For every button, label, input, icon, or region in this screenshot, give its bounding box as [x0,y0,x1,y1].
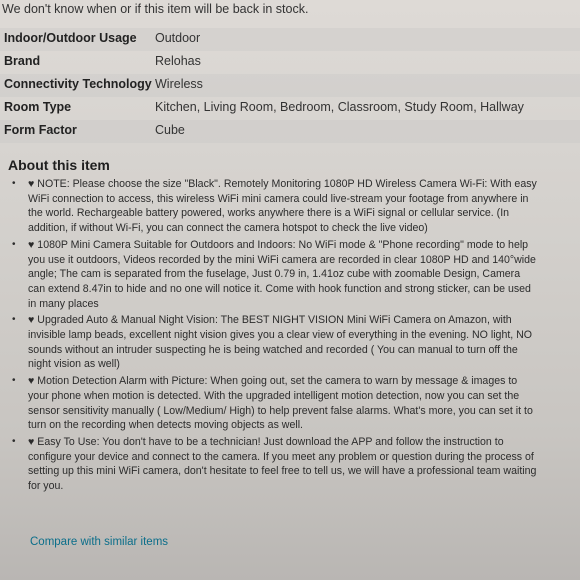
spec-key: Indoor/Outdoor Usage [4,31,137,45]
spec-value: Cube [155,123,185,137]
about-bullet [10,313,540,372]
stock-status-note: We don't know when or if this item will be back in stock. [2,2,309,16]
bullet-dot-icon: • [12,314,16,326]
spec-value: Relohas [155,54,201,68]
about-section-title: About this item [8,157,110,173]
bullet-text: 1080P Mini Camera Suitable for Outdoors and Indoors: No WiFi mode & "Phone recording" mode to help you use it outdoors, Videos recorded by the mini WiFi camera are recorded in clear 1080P HD and 140°wide angle; The cam is separated from the fuselage, Just 0.79 in, 1.41oz cube with zoomable Design, Camera can extend 8.47in to hide and no one will notice it. Come with hook function and strong sticker, can be used in many places [28,238,536,310]
bullet-dot-icon: • [12,238,16,250]
spec-value: Outdoor [155,31,201,45]
about-bullet [10,374,540,433]
heart-icon: ♥ [28,435,35,448]
spec-key: Brand [4,54,41,68]
spec-key: Room Type [4,100,72,114]
spec-value: Wireless [155,77,203,91]
bullet-dot-icon: • [12,178,16,189]
bullet-text: Motion Detection Alarm with Picture: When going out, set the camera to warn by message & images to your phone when motion is detected. With the upgraded intelligent motion detection, now you can set the sensor sensitivity manually ( Low/Medium/ High) to help prevent false alarms. What's more, you can set it to turn on the recording when detects moving objects as well. [28,375,533,432]
bullet-text: Easy To Use: You don't have to be a technician! Just download the APP and follow the instruction to configure your device and connect to the camera. If you meet any problem or question during the process of setting up this mini WiFi camera, don't hesitate to feel free to tell us, we will have a professional team waiting for you. [28,435,537,493]
bullet-text: Upgraded Auto & Manual Night Vision: The BEST NIGHT VISION Mini WiFi Camera on Amazon, with invisible lamp beads, excellent night vision gives you a clear view of everything in the evening. NO light, NO sounds without an intruder suspecting he is being watched and recorded ( You can manual to turn off the night vision as well) [28,314,533,371]
heart-icon: ♥ [28,238,35,251]
spec-key: Connectivity Technology [4,77,152,91]
spec-row-form-factor [0,120,580,143]
about-bullet-list [10,177,540,496]
spec-row-room-type [0,97,580,120]
product-specs-table [0,28,580,143]
heart-icon: ♥ [28,178,35,190]
bullet-dot-icon: • [12,435,16,447]
bullet-dot-icon: • [12,375,16,387]
heart-icon: ♥ [28,314,35,327]
about-bullet [10,177,540,236]
bullet-text: NOTE: Please choose the size "Black". Remotely Monitoring 1080P HD Wireless Camera Wi-Fi: With easy WiFi connection to access, this wireless WiFi mini camera could live-stream your footage from anywhere in the world. Rechargeable battery powered, works anywhere there is a WiFi signal or cellular service. (In addition, if without Wi-Fi, you can connect the camera hotspot to check the live video) [28,178,537,235]
heart-icon: ♥ [28,375,35,388]
spec-row-usage [0,28,580,51]
spec-value: Kitchen, Living Room, Bedroom, Classroom, Study Room, Hallway [155,100,524,114]
about-bullet [10,238,540,312]
spec-key: Form Factor [4,123,77,137]
compare-similar-items-link[interactable]: Compare with similar items [30,536,169,548]
about-bullet [10,435,540,494]
spec-row-brand [0,51,580,74]
spec-row-connectivity [0,74,580,97]
